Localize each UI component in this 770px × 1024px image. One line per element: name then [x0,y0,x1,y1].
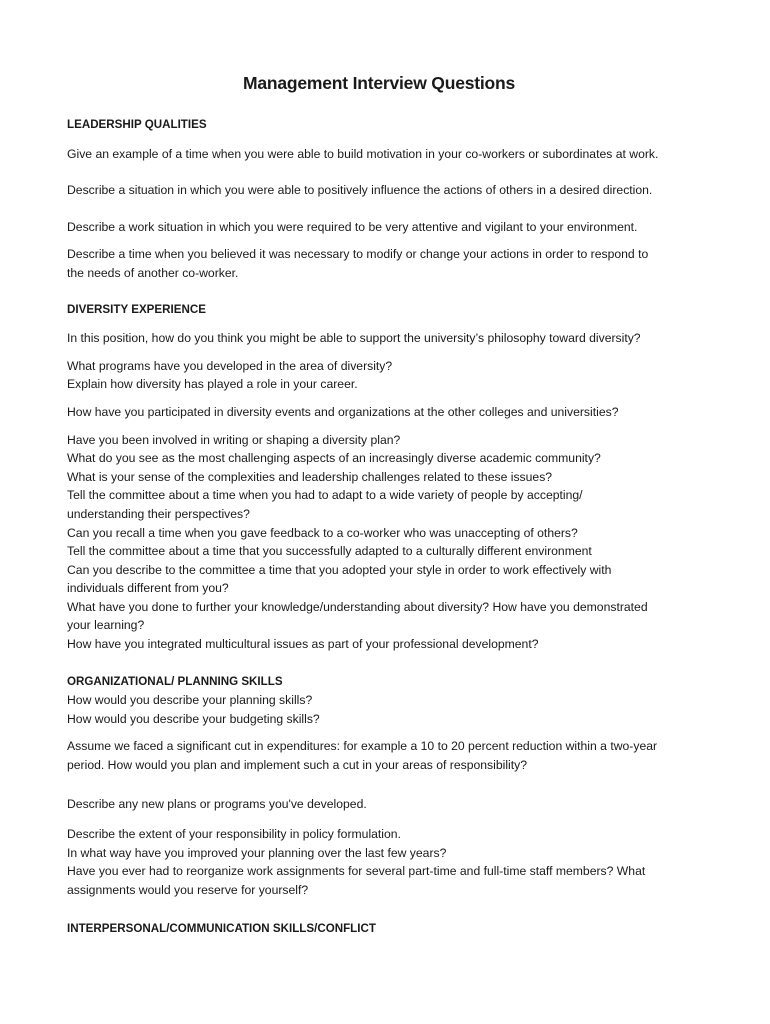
question-line: understanding their perspectives? [67,506,250,521]
question-line: your learning? [67,618,145,633]
question-line: Explain how diversity has played a role in your career. [67,377,358,392]
question-line: In what way have you improved your planning over the last few years? [67,845,447,860]
question-line: Assume we faced a significant cut in expenditures: for example a 10 to 20 percent reduction within a two-year [67,739,658,754]
document-title: Management Interview Questions [242,73,516,93]
question-paragraph: How have you participated in diversity events and organizations at the other colleges and universities? [67,404,619,419]
question-line: How would you describe your planning skills? [67,693,313,708]
question-line: Can you describe to the committee a time that you adopted your style in order to work effectively with [67,562,612,577]
question-paragraph: In this position, how do you think you might be able to support the university’s philosophy toward diversity? [67,331,641,346]
section-heading-interpersonal: INTERPERSONAL/COMMUNICATION SKILLS/CONFLICT [67,921,376,935]
question-line: Tell the committee about a time that you successfully adapted to a culturally different environment [67,544,592,559]
question-line: Can you recall a time when you gave feedback to a co-worker who was unaccepting of others? [67,525,578,540]
question-paragraph: Describe a situation in which you were able to positively influence the actions of others in a desired direction. [67,183,653,198]
question-line: Have you been involved in writing or shaping a diversity plan? [67,432,401,447]
question-line: assignments would you reserve for yourself? [67,883,309,897]
question-line: How have you integrated multicultural issues as part of your professional development? [67,637,539,652]
question-paragraph [67,737,717,774]
question-line: Describe the extent of your responsibility in policy formulation. [67,827,401,842]
question-paragraph [67,825,717,899]
section-heading-diversity: DIVERSITY EXPERIENCE [67,302,206,316]
question-line: the needs of another co-worker. [67,265,239,280]
question-paragraph [67,691,717,728]
question-line: Have you ever had to reorganize work assignments for several part-time and full-time staff members? What [67,864,646,879]
question-paragraph: Give an example of a time when you were able to build motivation in your co-workers or subordinates at work. [67,146,659,161]
question-paragraph [67,357,717,394]
question-line: What programs have you developed in the area of diversity? [67,358,393,373]
question-line: Describe a time when you believed it was necessary to modify or change your actions in order to respond to [67,247,649,262]
question-paragraph [67,431,717,654]
question-line: What is your sense of the complexities and leadership challenges related to these issues? [67,469,553,484]
question-line: What have you done to further your knowledge/understanding about diversity? How have you demonstrated [67,599,648,614]
section-heading-planning: ORGANIZATIONAL/ PLANNING SKILLS [67,674,283,688]
section-heading-leadership: LEADERSHIP QUALITIES [67,118,207,131]
question-line: Tell the committee about a time when you had to adapt to a wide variety of people by accepting/ [67,488,583,503]
question-paragraph [67,245,717,282]
question-line: How would you describe your budgeting skills? [67,711,320,726]
question-line: individuals different from you? [67,581,229,596]
question-paragraph: Describe a work situation in which you were required to be very attentive and vigilant to your environment. [67,219,638,234]
question-line: period. How would you plan and implement such a cut in your areas of responsibility? [67,758,527,773]
document-body [67,116,717,938]
question-paragraph: Describe any new plans or programs you've developed. [67,796,367,811]
question-line: What do you see as the most challenging aspects of an increasingly diverse academic community? [67,451,601,466]
